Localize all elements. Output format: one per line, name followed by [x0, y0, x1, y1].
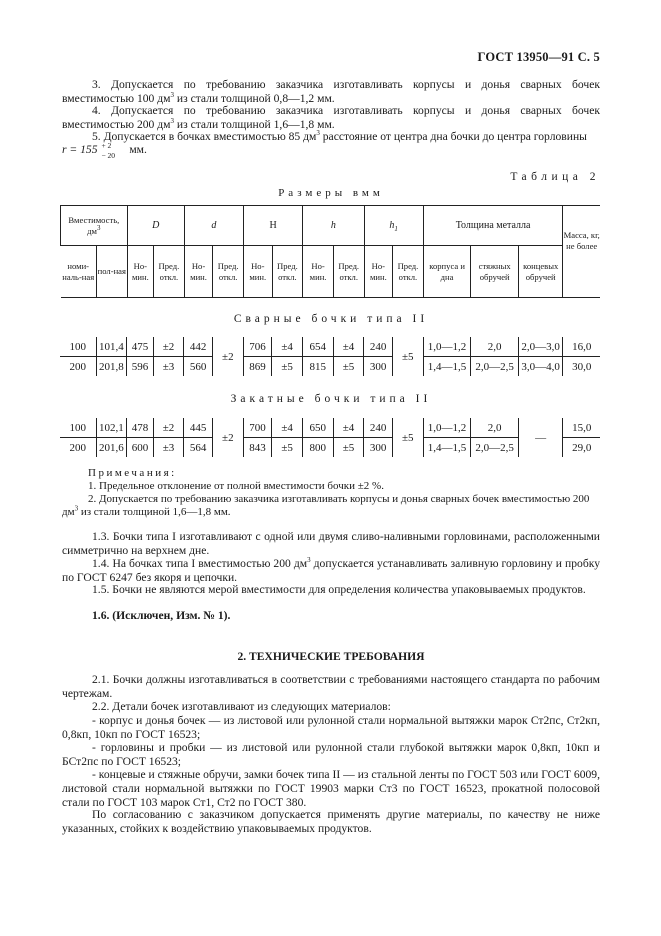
table-cell: ±2 — [153, 418, 184, 438]
superscript: 3 — [170, 117, 174, 126]
table-cell: 102,1 — [96, 418, 127, 438]
dev-header: Пред. откл. — [154, 246, 185, 298]
col-D-header: D — [127, 206, 184, 246]
notes-title: Примечания: — [88, 467, 177, 479]
table-cell: 2,0—2,5 — [471, 357, 519, 377]
table-cell: 240 — [364, 337, 393, 357]
col-h-header: h — [303, 206, 364, 246]
table-cell: 800 — [302, 438, 333, 458]
table-cell: ±5 — [272, 438, 303, 458]
clause-2-1: 2.1. Бочки должны изготавливаться в соответствии с требованиями настоящего стандарта по рабочим чертежам. — [62, 673, 600, 700]
note-5 — [62, 130, 600, 144]
clause-1-3: 1.3. Бочки типа I изготавливают с одной или двумя сливо-наливными горловинами, расположенными симметрично на верхнем дне. — [62, 530, 600, 557]
table-cell: 201,8 — [96, 357, 127, 377]
dev-header: Пред. откл. — [393, 246, 424, 298]
table-cell: 2,0 — [471, 337, 519, 357]
table-cell: 815 — [302, 357, 333, 377]
table-cell: 2,0—3,0 — [518, 337, 562, 357]
clause-2-2-last: По согласованию с заказчиком допускается применять другие материалы, по качеству не ниже указанных, стойких к воздействию упаковываемых продуктов. — [62, 808, 600, 835]
note-3-end: из стали толщиной 0,8—1,2 мм. — [173, 92, 335, 105]
mass-header: Масса, кг, не более — [563, 206, 600, 298]
table-cell: 29,0 — [563, 438, 600, 458]
full-header: пол-ная — [96, 246, 127, 298]
superscript: 3 — [170, 91, 174, 100]
table-cell: ±5 — [392, 337, 423, 376]
table-cell: ±5 — [333, 357, 364, 377]
superscript: 3 — [316, 129, 320, 138]
col-d-header: d — [184, 206, 243, 246]
dev-header: Пред. откл. — [213, 246, 244, 298]
table-cell: 240 — [364, 418, 393, 438]
note-5-mid: расстояние от центра дна бочки до центра горловины — [319, 130, 587, 143]
table-cell: ±2 — [212, 337, 243, 376]
note-4-text: 4. Допускается по требованию заказчика изготавливать корпусы и донья сварных бочек вместимостью 200 дм — [62, 104, 600, 131]
material-item-1: - корпус и донья бочек — из листовой или рулонной стали нормальной вытяжки марок Ст2пс, Ст2кп, 0,8кп, 10кп по ГОСТ 16523; — [62, 714, 600, 741]
rolled-section-title: Закатные бочки типа II — [230, 393, 432, 405]
table-cell: 650 — [302, 418, 333, 438]
table-row — [60, 418, 600, 438]
table-cell: 3,0—4,0 — [518, 357, 562, 377]
table-cell: 1,4—1,5 — [423, 438, 471, 458]
nominal-header: номи-наль-ная — [61, 246, 97, 298]
note-5-text: 5. Допускается в бочках вместимостью 85 дм — [92, 130, 317, 143]
table-cell: 200 — [60, 357, 96, 377]
note-4-end: из стали толщиной 1,6—1,8 мм. — [173, 118, 335, 131]
table-cell: 2,0—2,5 — [471, 438, 519, 458]
table-cell: 869 — [243, 357, 272, 377]
table-cell: ±4 — [272, 418, 303, 438]
table-cell: 100 — [60, 418, 96, 438]
table-cell: 600 — [127, 438, 153, 458]
table-cell: 564 — [184, 438, 213, 458]
table-cell: ±4 — [272, 337, 303, 357]
table-cell: ±5 — [272, 357, 303, 377]
tolerance-upper: + 2 — [101, 141, 112, 150]
rolled-table — [60, 418, 600, 457]
note-3 — [62, 78, 600, 106]
nom-header: Но-мин. — [364, 246, 393, 298]
table-cell: 300 — [364, 357, 393, 377]
welded-table — [60, 337, 600, 376]
clause-2-2: 2.2. Детали бочек изготавливают из следующих материалов: — [92, 700, 391, 713]
table-cell: 101,4 — [96, 337, 127, 357]
document-page — [62, 0, 600, 936]
table-cell: 201,6 — [96, 438, 127, 458]
material-item-3: - концевые и стяжные обручи, замки бочек типа II — из стальной ленты по ГОСТ 503 или ГОСТ 6009, листовой стали нормальной вытяжки по ГОСТ 19903 марки Ст3 по ГОСТ 16523, прокатной полосовой стали по ГОСТ 103 марок Ст1, Ст2 по ГОСТ 380. — [62, 768, 600, 809]
note-item-1: 1. Предельное отклонение от полной вместимости бочки ±2 %. — [88, 480, 384, 492]
table-cell: ±4 — [333, 337, 364, 357]
table-row — [60, 357, 600, 377]
table-cell: 1,0—1,2 — [423, 418, 471, 438]
clause-1-4: 1.4. На бочках типа I вместимостью 200 $дм^3$ допускается устанавливать заливную горловину и пробку по ГОСТ 6247 без якоря и цепочки. — [62, 556, 600, 584]
table-cell: 442 — [184, 337, 213, 357]
table-cell: 100 — [60, 337, 96, 357]
table-cell: ±5 — [392, 418, 423, 457]
table-cell: — — [518, 418, 562, 457]
table-label: Таблица 2 — [510, 171, 600, 183]
table-cell: 15,0 — [572, 421, 592, 434]
clause-1-5: 1.5. Бочки не являются мерой вместимости для определения количества упаковываемых продуктов. — [92, 583, 586, 596]
note-5-formula — [62, 143, 600, 163]
end-header: концевых обручей — [518, 246, 562, 298]
page-header: ГОСТ 13950—91 С. 5 — [477, 50, 600, 64]
note-item-2: 2. Допускается по требованию заказчика изготавливать корпусы и донья сварных бочек вместимостью 200 $дм^3$ из стали толщиной 1,6—1,8 мм. — [62, 493, 590, 518]
table-cell: 445 — [184, 418, 213, 438]
material-item-2: - горловины и пробки — из листовой или рулонной стали глубокой вытяжки марок 0,8кп, 10кп и БСт2пс по ГОСТ 16523; — [62, 741, 600, 768]
table-cell: 200 — [60, 438, 96, 458]
table-cell: 475 — [127, 337, 153, 357]
nom-header: Но-мин. — [243, 246, 272, 298]
table-cell: 654 — [302, 337, 333, 357]
table-notes — [62, 467, 600, 519]
table-cell: 16,0 — [572, 340, 592, 353]
tolerance-lower: − 20 — [101, 151, 116, 160]
col-h1-header: $h_1$ — [364, 206, 423, 246]
col-H-header: H — [243, 206, 302, 246]
table-cell: 2,0 — [471, 418, 519, 438]
table-subtitle: Размеры вмм — [278, 187, 384, 199]
dev-header: Пред. откл. — [272, 246, 303, 298]
table-cell: 700 — [243, 418, 272, 438]
thickness-header: Толщина металла — [423, 206, 563, 246]
table-cell: 478 — [127, 418, 153, 438]
table-cell: ±2 — [153, 337, 184, 357]
clause-1-6: 1.6. (Исключен, Изм. № 1). — [92, 609, 231, 622]
table-cell: ±3 — [153, 357, 184, 377]
welded-section-title: Сварные бочки типа II — [233, 313, 429, 325]
table-cell: ±3 — [153, 438, 184, 458]
capacity-header: Вместимость, $дм^3$ — [61, 206, 128, 246]
table-cell: 843 — [243, 438, 272, 458]
tie-header: стяжных обручей — [471, 246, 519, 298]
table-cell: 1,0—1,2 — [423, 337, 471, 357]
unit-mm: мм. — [129, 143, 147, 156]
body-header: корпуса и дна — [423, 246, 471, 298]
section-2-title: 2. ТЕХНИЧЕСКИЕ ТРЕБОВАНИЯ — [237, 650, 425, 663]
nom-header: Но-мин. — [184, 246, 213, 298]
table-cell: 300 — [364, 438, 393, 458]
table-cell: 596 — [127, 357, 153, 377]
nom-header: Но-мин. — [303, 246, 334, 298]
table-row — [60, 337, 600, 357]
table-cell: 1,4—1,5 — [423, 357, 471, 377]
table-cell: 30,0 — [563, 357, 600, 377]
table-cell: ±5 — [333, 438, 364, 458]
note-3-text: 3. Допускается по требованию заказчика изготавливать корпусы и донья сварных бочек вместимостью 100 дм — [62, 78, 600, 105]
table-cell: 560 — [184, 357, 213, 377]
nom-header: Но-мин. — [127, 246, 153, 298]
table-cell: ±2 — [212, 418, 243, 457]
note-4 — [62, 104, 600, 132]
formula-r: r = 155 — [62, 143, 98, 156]
table-cell: 706 — [243, 337, 272, 357]
table-header — [60, 205, 600, 298]
table-cell: ±4 — [333, 418, 364, 438]
dev-header: Пред. откл. — [333, 246, 364, 298]
